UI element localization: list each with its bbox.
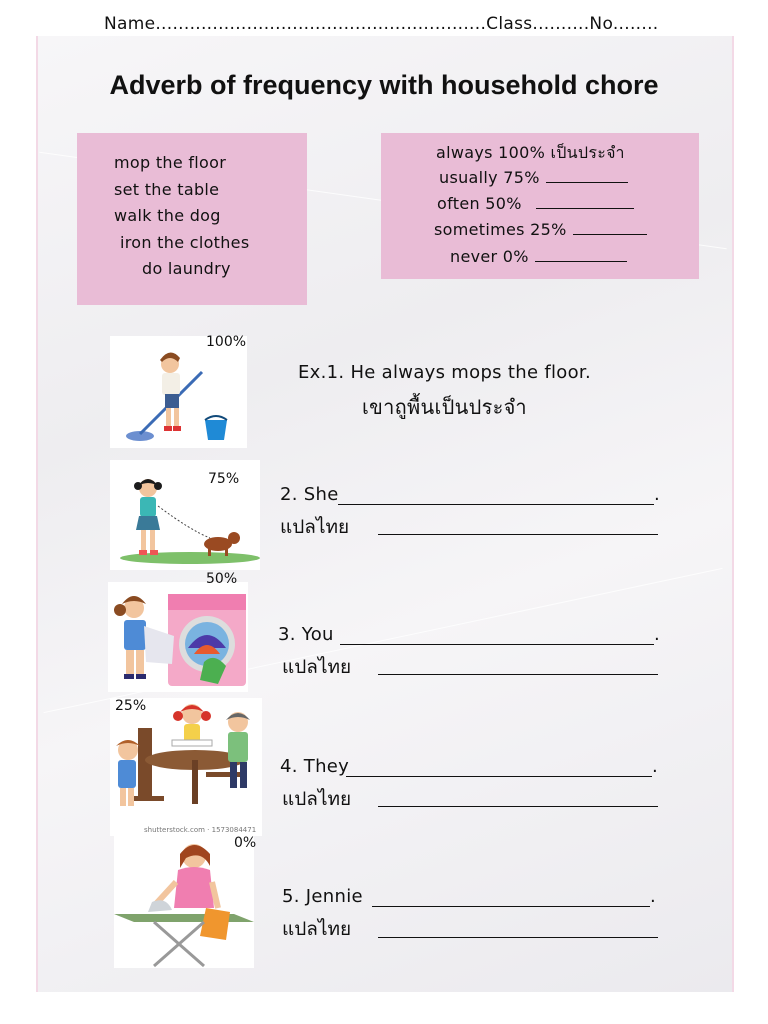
example-sentence: Ex.1. He always mops the floor. xyxy=(298,362,591,383)
frequency-item-usually: usually 75% xyxy=(439,168,628,187)
question-5-translation-line[interactable] xyxy=(378,937,658,938)
question-3-translation-line[interactable] xyxy=(378,674,658,675)
question-5-prompt: 5. Jennie xyxy=(282,886,363,907)
question-5-translate-label: แปลไทย xyxy=(282,918,352,940)
question-2-prompt: 2. She xyxy=(280,484,339,505)
question-4-translate-label: แปลไทย xyxy=(282,788,352,810)
fill-blank-line[interactable] xyxy=(546,168,628,183)
question-2-answer-line[interactable] xyxy=(338,504,654,505)
woman-ironing-illustration xyxy=(114,835,257,968)
name-class-number-line: Name..........................................................Class..........No........ xyxy=(104,14,659,34)
fill-blank-line[interactable] xyxy=(536,194,634,209)
example-translation: เขาถูพื้นเป็นประจำ xyxy=(362,395,527,419)
frequency-item-always: always 100% เป็นประจำ xyxy=(436,143,625,162)
question-5-answer-line[interactable] xyxy=(372,906,650,907)
period: . xyxy=(652,756,658,777)
frequency-item-often: often 50% xyxy=(437,194,634,213)
question-3-translate-label: แปลไทย xyxy=(282,656,352,678)
kids-setting-table-illustration xyxy=(110,698,262,836)
worksheet-title: Adverb of frequency with household chore xyxy=(109,70,659,100)
percent-label: 0% xyxy=(234,835,257,851)
chore-item: iron the clothes xyxy=(120,233,250,252)
question-4-translation-line[interactable] xyxy=(378,806,658,807)
chores-vocabulary-box xyxy=(77,133,307,305)
fill-blank-line[interactable] xyxy=(573,220,647,235)
question-4-prompt: 4. They xyxy=(280,756,350,777)
question-4-answer-line[interactable] xyxy=(346,776,652,777)
stock-watermark: shutterstock.com · 1573084471 xyxy=(144,826,257,834)
chore-item: mop the floor xyxy=(114,153,227,172)
frequency-item-sometimes: sometimes 25% xyxy=(434,220,647,239)
question-3-prompt: 3. You xyxy=(278,624,334,645)
period: . xyxy=(650,886,656,907)
frequency-adverbs-box xyxy=(381,133,699,279)
chore-item: do laundry xyxy=(142,259,231,278)
fill-blank-line[interactable] xyxy=(535,247,627,262)
percent-label: 100% xyxy=(206,334,247,350)
girl-doing-laundry-illustration xyxy=(108,582,248,692)
percent-label: 25% xyxy=(115,698,147,714)
percent-label: 50% xyxy=(206,571,238,587)
frequency-item-never: never 0% xyxy=(450,247,627,266)
question-2-translation-line[interactable] xyxy=(378,534,658,535)
period: . xyxy=(654,484,660,505)
boy-mopping-illustration xyxy=(110,336,247,448)
percent-label: 75% xyxy=(208,471,240,487)
period: . xyxy=(654,624,660,645)
chore-item: walk the dog xyxy=(114,206,221,225)
chore-item: set the table xyxy=(114,180,220,199)
question-3-answer-line[interactable] xyxy=(340,644,654,645)
question-2-translate-label: แปลไทย xyxy=(280,516,350,538)
